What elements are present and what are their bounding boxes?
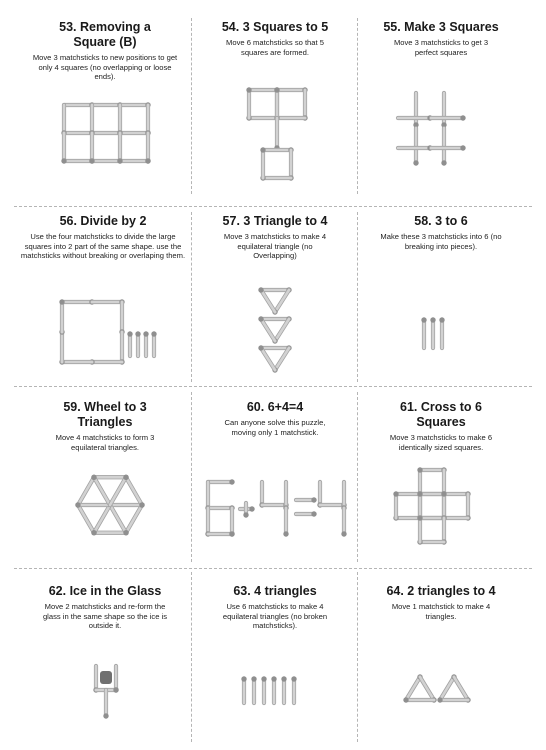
matchstick	[403, 697, 434, 702]
puzzle-description: Move 3 matchsticks to make 6 identically sized squares.	[389, 433, 493, 452]
puzzle-60	[184, 400, 366, 437]
matchstick	[61, 133, 66, 164]
matchstick	[417, 467, 422, 494]
matchstick	[251, 676, 256, 703]
puzzle-61	[350, 400, 532, 452]
ice-cube	[100, 671, 112, 684]
matchstick	[413, 93, 418, 128]
matchstick	[421, 317, 426, 348]
puzzle-description: Move 3 matchsticks to new positions to get only 4 squares (no overlapping or loose ends).	[32, 53, 178, 82]
puzzle-56-figure-sticks	[59, 299, 156, 364]
puzzle-61-figure-sticks	[393, 467, 470, 544]
matchstick	[243, 503, 248, 518]
matchstick	[271, 676, 276, 703]
puzzle-57	[184, 214, 366, 261]
matchstick	[274, 118, 279, 151]
matchstick	[208, 479, 235, 484]
puzzle-55-figure-sticks	[398, 93, 466, 166]
matchstick	[89, 359, 122, 364]
matchstick	[417, 515, 422, 542]
matchstick	[59, 329, 64, 362]
matchstick	[151, 331, 156, 356]
puzzle-title: 54. 3 Squares to 5	[221, 20, 329, 34]
matchstick	[75, 502, 110, 507]
matchstick	[430, 317, 435, 348]
puzzle-59-figure-sticks	[75, 475, 144, 536]
puzzle-description: Move 2 matchsticks and re-form the glass in the same shape so the ice is outside it.	[42, 602, 168, 631]
puzzle-title: 59. Wheel to 3 Triangles	[63, 400, 147, 429]
puzzle-title: 56. Divide by 2	[59, 214, 147, 228]
puzzle-58	[350, 214, 532, 251]
matchstick	[431, 115, 466, 120]
matchstick	[441, 491, 446, 518]
puzzle-57-figure-sticks	[258, 287, 291, 372]
puzzle-53-figure-sticks	[61, 102, 150, 163]
puzzle-title: 58. 3 to 6	[414, 214, 468, 228]
puzzle-60-figure-sticks	[205, 479, 346, 536]
puzzle-title: 63. 4 triangles	[233, 584, 317, 598]
puzzle-description: Use 6 matchsticks to make 4 equilateral triangles (no broken matchsticks).	[222, 602, 328, 631]
puzzle-54-figure-sticks	[246, 87, 307, 180]
puzzle-54	[184, 20, 366, 57]
puzzle-title: 64. 2 triangles to 4	[386, 584, 496, 598]
puzzle-63	[184, 584, 366, 631]
puzzle-55	[350, 20, 532, 57]
puzzle-title: 61. Cross to 6 Squares	[400, 400, 482, 429]
matchstick	[117, 133, 122, 164]
matchstick	[62, 299, 95, 304]
matchstick	[59, 299, 64, 332]
puzzle-description: Move 6 matchsticks so that 5 squares are formed.	[226, 38, 324, 57]
matchstick	[119, 332, 124, 365]
matchstick	[127, 331, 132, 356]
matchstick	[283, 508, 288, 537]
puzzle-description: Move 3 matchsticks to get 3 perfect squares	[393, 38, 489, 57]
matchstick	[261, 676, 266, 703]
matchstick	[398, 145, 433, 150]
puzzle-56	[12, 214, 194, 261]
matchstick	[135, 331, 140, 356]
puzzle-description: Make these 3 matchsticks into 6 (no breaking into pieces).	[380, 232, 502, 251]
puzzle-description: Move 1 matchstick to make 4 triangles.	[391, 602, 491, 621]
matchstick	[103, 690, 108, 719]
matchstick	[393, 491, 398, 518]
puzzle-title: 62. Ice in the Glass	[48, 584, 162, 598]
matchstick	[296, 511, 317, 516]
matchstick	[341, 508, 346, 537]
matchstick	[260, 147, 265, 178]
matchstick	[229, 508, 234, 537]
matchstick	[241, 676, 246, 703]
puzzle-description: Move 3 matchsticks to make 4 equilateral triangle (no Overlapping)	[223, 232, 327, 261]
matchstick	[274, 87, 279, 118]
puzzle-59	[14, 400, 196, 452]
matchstick	[417, 491, 422, 518]
matchstick	[246, 87, 251, 118]
matchstick	[92, 299, 125, 304]
matchstick	[143, 331, 148, 356]
puzzle-title: 60. 6+4=4	[246, 400, 304, 414]
matchstick	[291, 676, 296, 703]
matchstick	[89, 133, 94, 164]
matchstick	[281, 676, 286, 703]
puzzle-63-figure-sticks	[241, 676, 296, 703]
puzzle-description: Can anyone solve this puzzle, moving only 1 matchstick.	[224, 418, 326, 437]
matchstick	[437, 697, 468, 702]
puzzle-description: Use the four matchsticks to divide the large squares into 2 part of the same shape. use the matchsticks without breaking or overlaping them.	[20, 232, 186, 261]
matchstick	[145, 133, 150, 164]
puzzle-64	[350, 584, 532, 621]
matchstick	[59, 359, 92, 364]
matchstick	[296, 497, 317, 502]
matchstick	[398, 115, 433, 120]
puzzle-58-figure-sticks	[421, 317, 444, 348]
puzzle-62-figure-sticks	[93, 666, 118, 719]
matchstick	[431, 145, 466, 150]
matchstick	[119, 302, 124, 335]
puzzle-64-figure-sticks	[403, 674, 470, 702]
puzzle-title: 53. Removing a Square (B)	[59, 20, 151, 49]
puzzle-62	[14, 584, 196, 631]
puzzle-title: 55. Make 3 Squares	[383, 20, 499, 34]
matchstick	[441, 93, 446, 128]
puzzle-description: Move 4 matchsticks to form 3 equilateral triangles.	[55, 433, 155, 452]
puzzle-title: 57. 3 Triangle to 4	[222, 214, 328, 228]
matchstick	[439, 317, 444, 348]
